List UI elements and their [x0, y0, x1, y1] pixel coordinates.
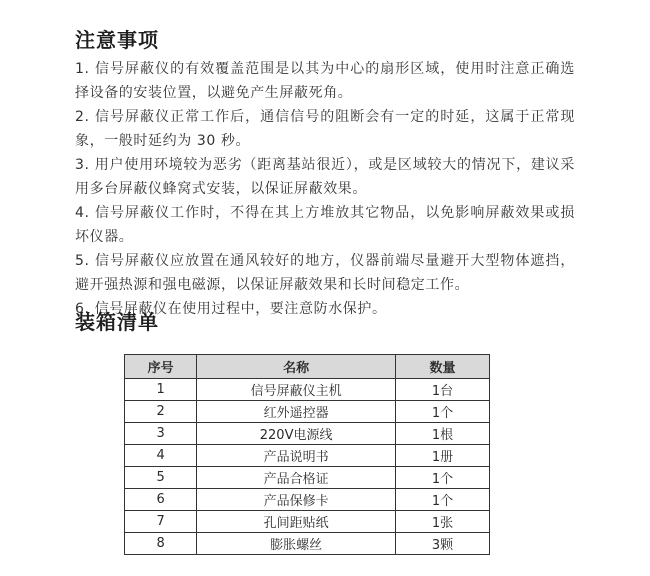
- cell-seq: 5: [125, 467, 197, 489]
- notes-heading: 注意事项: [75, 28, 159, 52]
- cell-name: 产品说明书: [197, 445, 396, 467]
- table-row: [125, 511, 490, 533]
- table-header-row: [125, 355, 490, 379]
- cell-name: 信号屏蔽仪主机: [197, 379, 396, 401]
- note-item: 1. 信号屏蔽仪的有效覆盖范围是以其为中心的扇形区域，使用时注意正确选择设备的安装位置，以避免产生屏蔽死角。: [75, 61, 575, 101]
- cell-qty: 1台: [396, 379, 490, 401]
- header-qty: 数量: [396, 355, 490, 379]
- cell-name: 红外遥控器: [197, 401, 396, 423]
- cell-seq: 2: [125, 401, 197, 423]
- header-name: 名称: [197, 355, 396, 379]
- cell-seq: 4: [125, 445, 197, 467]
- note-item: 2. 信号屏蔽仪正常工作后，通信信号的阻断会有一定的时延，这属于正常现象，一般时延约为 30 秒。: [75, 109, 575, 149]
- table-row: [125, 423, 490, 445]
- table-row: [125, 401, 490, 423]
- cell-qty: 1个: [396, 401, 490, 423]
- cell-seq: 8: [125, 533, 197, 555]
- cell-qty: 3颗: [396, 533, 490, 555]
- note-item: 4. 信号屏蔽仪工作时，不得在其上方堆放其它物品，以免影响屏蔽效果或损坏仪器。: [75, 205, 575, 245]
- cell-name: 产品保修卡: [197, 489, 396, 511]
- cell-seq: 7: [125, 511, 197, 533]
- header-seq: 序号: [125, 355, 197, 379]
- cell-seq: 1: [125, 379, 197, 401]
- cell-qty: 1根: [396, 423, 490, 445]
- cell-name: 膨胀螺丝: [197, 533, 396, 555]
- note-item: 3. 用户使用环境较为恶劣（距离基站很近），或是区域较大的情况下，建议采用多台屏蔽仪蜂窝式安装，以保证屏蔽效果。: [75, 157, 575, 197]
- table-row: [125, 445, 490, 467]
- table-row: [125, 533, 490, 555]
- cell-seq: 6: [125, 489, 197, 511]
- cell-qty: 1册: [396, 445, 490, 467]
- table-row: [125, 489, 490, 511]
- cell-seq: 3: [125, 423, 197, 445]
- cell-name: 产品合格证: [197, 467, 396, 489]
- cell-name: 220V电源线: [197, 423, 396, 445]
- note-item: 6. 信号屏蔽仪在使用过程中，要注意防水保护。: [75, 301, 387, 317]
- cell-qty: 1个: [396, 489, 490, 511]
- notes-list: [75, 57, 575, 321]
- packing-list-table: [124, 354, 490, 555]
- table-row: [125, 467, 490, 489]
- cell-name: 孔间距贴纸: [197, 511, 396, 533]
- cell-qty: 1个: [396, 467, 490, 489]
- note-item: 5. 信号屏蔽仪应放置在通风较好的地方，仪器前端尽量避开大型物体遮挡，避开强热源和强电磁源，以保证屏蔽效果和长时间稳定工作。: [75, 253, 575, 293]
- cell-qty: 1张: [396, 511, 490, 533]
- table-row: [125, 379, 490, 401]
- packing-heading: 装箱清单: [75, 310, 159, 334]
